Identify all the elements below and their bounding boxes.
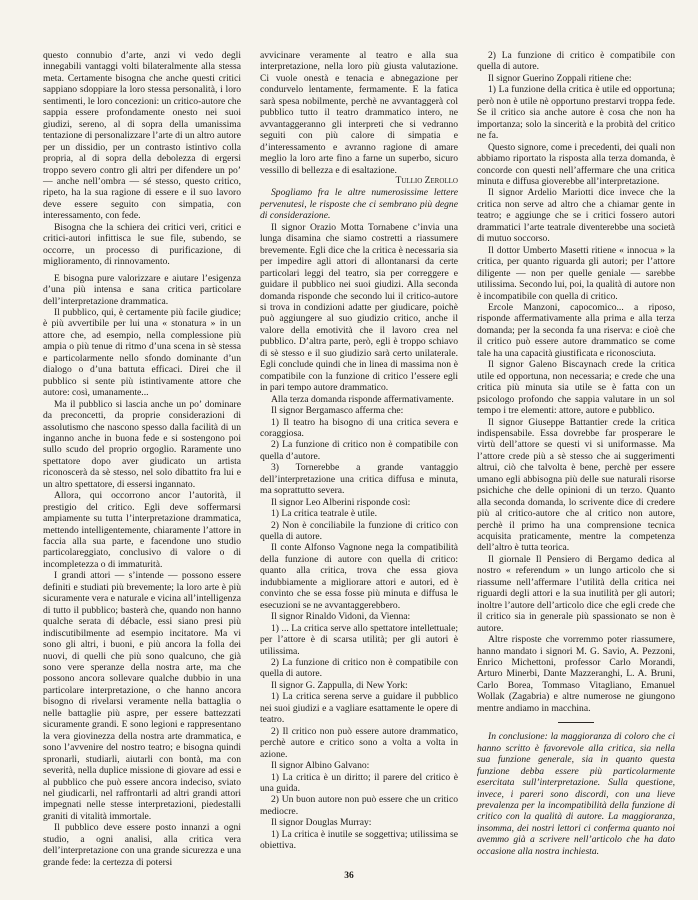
- answer-item: 2) Non è conciliabile la funzione di critico con quella di autore.: [260, 519, 458, 543]
- respondent-intro: Il signor Rinaldo Vidoni, da Vienna:: [271, 611, 411, 623]
- text-column-2: [260, 50, 458, 855]
- page-number: 36: [344, 871, 354, 881]
- respondent-intro: Il signor G. Zappulla, di New York:: [271, 679, 408, 691]
- section-divider: [558, 722, 594, 723]
- paragraph: Questo signore, come i precedenti, dei quali non abbiamo riportato la risposta alla terza domanda, è concorde con questi nell’affermare che una critica minuta e diffusa gioverebbe all’interpretazione.: [477, 141, 675, 187]
- paragraph: Bisogna che la schiera dei critici veri, critici e critici-autori infittisca le sue file, subendo, se occorre, un processo di purificazione, di miglioramento, di rinnovamento.: [43, 221, 241, 268]
- paragraph: Il pubblico, qui, è certamente più facile giudice; è più avvertibile per lui una « stonatura » in un attore che, ad esempio, nella complessione più ampia o più tenue di ritmo d’una scena in sè stessa e particolarmente nello sfondo dominante d’un dialogo o d’una battuta efficaci. Direi che il pubblico si sente più istintivamente attore che autore: così, umanamente...: [43, 306, 241, 399]
- text-column-3: [477, 50, 675, 855]
- paragraph: Il signor Ardelio Mariotti dice invece che la critica non serve ad altro che a chiamar gente in teatro; e aggiunge che se i critici fossero autori drammatici l’arte teatrale diventerebbe una società di mutuo soccorso.: [477, 187, 675, 245]
- paragraph: Ercole Manzoni, capocomico... a riposo, risponde affermativamente alla prima e alla terza domanda; per la seconda fa una riserva: e cioè che il critico può essere autore drammatico se come tale ha una capacità giustificata e riconosciuta.: [477, 301, 675, 359]
- paragraph: E bisogna pure valorizzare e aiutare l’esigenza d’una più intensa e sana critica particolare dell’interpretazione drammatica.: [43, 272, 241, 307]
- paragraph: Allora, qui occorrono ancor l’autorità, il prestigio del critico. Egli deve soffermarsi ampiamente su tutta l’interpretazione drammatica, mettendo intelligentemente, chiaramente l’attore in faccia alla sua parte, e facendone uno studio particolareggiato, conclusivo di valore o di incompletezza o di immaturità.: [43, 490, 241, 570]
- answer-item: 1) La funzione della critica è utile ed opportuna; però non è utile nè opportuno prestarvi troppa fede. Se il critico sia anche autore è cosa che non ha importanza; solo la sincerità e la probità del critico ne fa.: [477, 84, 675, 142]
- answer-item: 2) La funzione di critico è compatibile con quella di autore.: [477, 50, 675, 73]
- paragraph: Il dottor Umberto Masetti ritiene « innocua » la critica, per quanto riguarda gli autori; per l’attore diligente — non per quelle geniale — sarebbe utilissima. Secondo lui, poi, la qualità di autore non è incompatibile con quella di critico.: [477, 244, 675, 302]
- answer-item: 1) La critica è inutile se soggettiva; utilissima se obiettiva.: [260, 828, 458, 852]
- answer-item: 2) Il critico non può essere autore drammatico, perchè autore e critico sono a volta a volta in azione.: [260, 725, 458, 760]
- respondent-intro: Il signor Leo Alberini risponde così:: [271, 496, 411, 508]
- paragraph: Il conte Alfonso Vagnone nega la compatibilità della funzione di autore con quella di critico: quanto alla critica, trova che essa giova indubbiamente a migliorare attori e autori, ed è convinto che se essa fosse più minuta e diffusa le esecuzioni se ne avvantaggerebbero.: [260, 542, 458, 611]
- answer-item: 3) Tornerebbe a grande vantaggio dell’interpretazione una critica diffusa e minuta, ma soprattutto severa.: [260, 462, 458, 497]
- text-column-1: [43, 50, 241, 868]
- paragraph: Il giornale Il Pensiero di Bergamo dedica al nostro « referendum » un lungo articolo che si riassume nell’affermare l’utilità della critica nei riguardi degli attori e la sua inutilità per gli autori; inoltre l’autore dell’articolo dice che egli crede che il critico sia in generale più spassionato se non è autore.: [477, 553, 675, 634]
- conclusion-paragraph: In conclusione: la maggioranza di coloro che ci hanno scritto è favorevole alla critica, sia nella sua funzione generale, sia in quanto questa funzione debba essere più particolarmente esercitata sull’interpretazione. Sulla questione, invece, i pareri sono discordi, con una lieve prevalenza per la incompatibilità della funzione di critico con la qualità di autore. La maggioranza, insomma, dei nostri lettori ci conferma quanto noi avemmo già a scrivere nell’articolo che ha dato occasione alla nostra inchiesta.: [477, 731, 675, 857]
- answer-item: 1) La critica teatrale è utile.: [271, 508, 377, 520]
- answer-item: 1) Il teatro ha bisogno di una critica severa e coraggiosa.: [260, 416, 458, 439]
- paragraph: Ma il pubblico si lascia anche un po’ dominare da preconcetti, da proprie considerazioni di assolutismo che nascono spesso dalla facilità di un inganno anche in buona fede e si sostengono poi sullo scudo del proprio orgoglio. Raramente uno spettatore dopo aver giudicato un artista riconoscerà da sè stesso, nel solo dibattito fra lui e un altro spettatore, di essersi ingannato.: [43, 398, 241, 490]
- paragraph: Il pubblico deve essere posto innanzi a ogni studio, a ogni analisi, alla critica vera dell’interpretazione con una grande sicurezza e una grande fede: la certezza di potersi: [43, 822, 241, 868]
- respondent-intro: Il signor Bergamasco afferma che:: [271, 405, 404, 417]
- paragraph: Il signor Galeno Biscaynach crede la critica utile ed opportuna, non necessaria; e crede che una critica più minuta sia utile se è fatta con un psicologo profondo che sappia valutare in un sol tempo i tre elementi: attore, autore e pubblico.: [477, 359, 675, 417]
- answer-item: 2) La funzione di critico non è compatibile con quella di autore.: [260, 657, 458, 680]
- answer-item: 2) Un buon autore non può essere che un critico mediocre.: [260, 794, 458, 817]
- paragraph: Alla terza domanda risponde affermativamente.: [271, 393, 454, 405]
- paragraph: I grandi attori — s’intende — possono essere definiti e studiati più brevemente; la loro arte è più sicuramente vera e naturale e vicina all’intelligenza di tutto il pubblico; basterà che, quando non hanno qualche serata di débacle, essi siano presi più indiscutibilmente ad esempio incitatore. Ma vi sono gli altri, i buoni, e più ancora la folla dei nuovi, di quelli che più sono qualcuno, che già sono vere speranze della nostra arte, ma che possono ancora sollevare qualche dubbio in una particolare interpretazione, o che hanno ancora bisogno di rivelarsi veramente nella battaglia o nelle battaglie più aspre, per essere battezzati sicuramente grandi. E sono legioni e rappresentano la vera giovinezza della nostra arte drammatica, e sono l’avvenire del nostro teatro; e bisogna quindi spronarli, studiarli, aiutarli con bontà, ma con severità, nella duplice missione di giovare ad essi e al pubblico che può essere ancora indeciso, sviato nel giudicarli, nel raffrontarli ad altri grandi attori impegnati nelle stesse interpretazioni, piedestalli graniti di vitalità immortale.: [43, 570, 241, 822]
- paragraph: avvicinare veramente al teatro e alla sua interpretazione, nella loro più giusta valutazione. Ci vuole onestà e tenacia e abnegazione per condurvelo lentamente, fermamente. E la fatica sarà spesa nobilmente, perchè ne avvantaggerà col pubblico tutto il teatro drammatico intero, ne avvantaggeranno gli interpreti che si vedranno seguiti con più calore di simpatia e d’interessamento e avranno ragione di amare meglio la loro arte fino a farne un superbo, sicuro vessillo di bellezza e di esaltazione.: [260, 50, 458, 176]
- paragraph: Altre risposte che vorremmo poter riassumere, hanno mandato i signori M. G. Savio, A. Pezzoni, Enrico Michettoni, professor Carlo Morandi, Arturo Minerbi, Dante Mazzeranghi, L. A. Bruni, Carlo Borea, Tommaso Vitagliano, Emanuel Wollak (Zagabria) e altre numerose ne giungono mentre andiamo in macchina.: [477, 634, 675, 714]
- paragraph: Il signor Giuseppe Battantier crede la critica indispensabile. Essa dovrebbe far prosperare le virtù dell’attore se questi vi si uniformasse. Ma l’attore crede più a sè stesso che ai suggerimenti altrui, ciò che talvolta è bene, perchè per essere umano egli abbisogna più delle sue naturali risorse psichiche che delle opinioni di un terzo. Quanto alla seconda domanda, lo scrivente dice di credere più al critico-autore che al critico non autore, perchè il primo ha una comprensione tecnica acquisita praticamente, mentre la competenza dell’altro è tutta teorica.: [477, 416, 675, 554]
- answer-item: 1) La critica è un diritto; il parere del critico è una guida.: [260, 771, 458, 794]
- answer-item: 1) ... La critica serve allo spettatore intellettuale; per l’attore è di scarsa utilità; per gli autori è utilissima.: [260, 622, 458, 657]
- respondent-intro: Il signor Douglas Murray:: [271, 817, 372, 829]
- respondent-intro: Il signor Guerino Zoppali ritiene che:: [488, 72, 632, 84]
- answer-item: 2) La funzione di critico non è compatibile con quella d’autore.: [260, 439, 458, 462]
- answer-item: 1) La critica serena serve a guidare il pubblico nei suoi giudizi e a vagliare esattamente le opere di teatro.: [260, 691, 458, 726]
- survey-intro: Spogliamo fra le altre numerosissime lettere pervenutesi, le risposte che ci sembrano più degne di considerazione.: [260, 187, 458, 222]
- author-signature: Tullio Zerollo: [395, 175, 458, 186]
- paragraph: questo connubio d’arte, anzi vi vedo degli innegabili vantaggi volti bilateralmente alla stessa meta. Certamente bisogna che anche questi critici sappiano sdoppiare la loro stessa personalità, i loro sentimenti, le loro concezioni: un critico-autore che sappia essere profondamente onesto nei suoi giudizi, sereno, al di sopra della umanissima tentazione di personalizzare l’arte di un altro autore per un dissidio, per un contrasto istintivo colla propria, al di sopra della debolezza di ergersi troppo severo contro gli altri per difendere un po’ — anche nell’ombra — sé stesso, questo critico, ripeto, ha la sua ragione di essere e il suo lavoro deve essere seguito con simpatia, con interessamento, con fede.: [43, 50, 241, 222]
- respondent-intro: Il signor Albino Galvano:: [271, 760, 370, 772]
- paragraph: Il signor Orazio Motta Tornabene c’invia una lunga disamina che siamo costretti a riassumere brevemente. Egli dice che la critica è necessaria sia per impedire agli attori di allontanarsi da certe particolari leggi del teatro, sia per correggere e guidare il pubblico nei suoi giudizi. Alla seconda domanda risponde che secondo lui il critico-autore si trova in condizioni adatte per giudicare, poichè può aggiungere al suo giudizio critico, anche il valore della emotività che il lavoro crea nel pubblico. D’altra parte, però, egli è troppo schiavo di sè stesso e il suo giudizio sarà certo unilaterale. Egli conclude quindi che in linea di massima non è compatibile con la funzione di critico l’essere egli in pari tempo autore drammatico.: [260, 221, 458, 394]
